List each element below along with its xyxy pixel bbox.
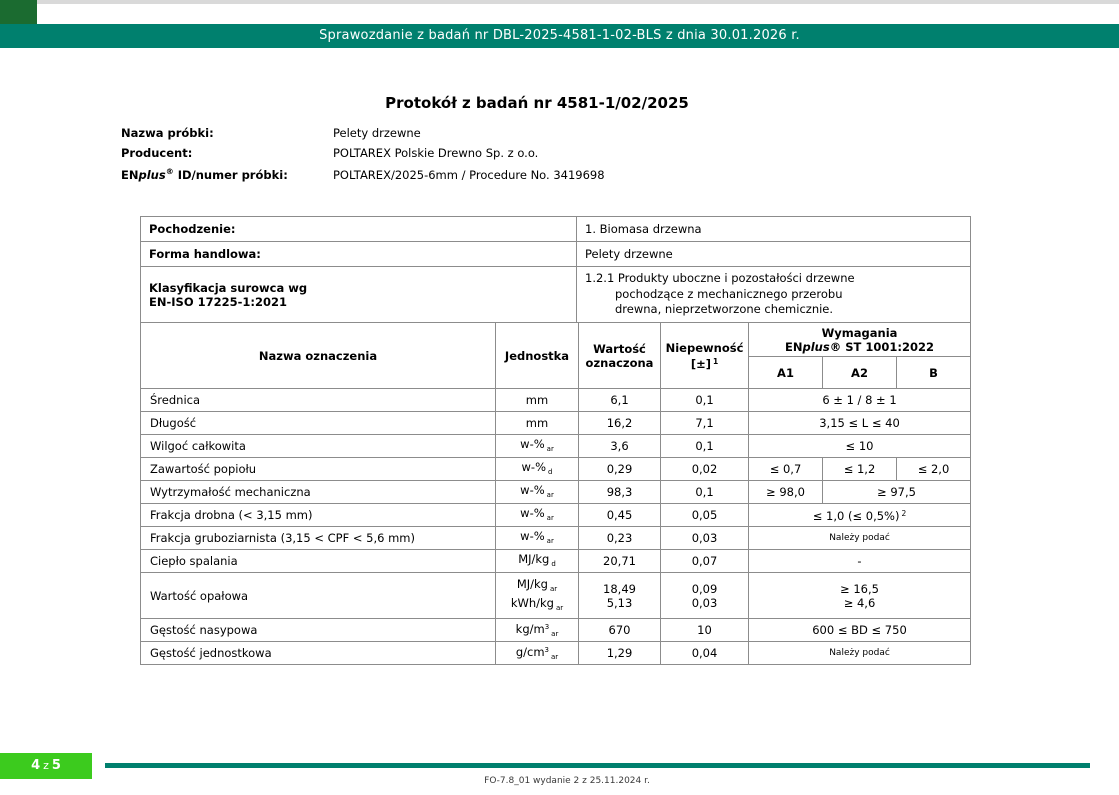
measurement-row [141,550,971,573]
unit-cell: w-% $_d$ [496,458,579,481]
requirement-cell: ≤ 1,0 (≤ 0,5%) $^2$ [749,504,971,527]
uncertainty-cell: 7,1 [661,412,749,435]
unit-cell: MJ/kg $_{ar}$ kWh/kg $_{ar}$ [496,573,579,619]
classification-value: 1.2.1 Produkty uboczne i pozostałości drzewne pochodzące z mechanicznego przerobu drewna, nieprzetworzone chemicznie. [577,267,971,323]
measured-value-cell: 6,1 [579,389,661,412]
protocol-title: Protokół z badań nr 4581-1/02/2025 [385,94,689,112]
top-gray-strip [0,0,1119,4]
field-enplus-id-value: POLTAREX/2025-6mm / Procedure No. 3419698 [333,168,605,182]
header-parameter: Nazwa oznaczenia [141,323,496,389]
registered-mark-icon: ® [165,167,174,176]
header-class-a1: A1 [749,357,823,389]
measured-value-cell: 0,45 [579,504,661,527]
origin-info-table [140,216,971,323]
field-sample-name-label: Nazwa próbki: [121,126,214,140]
requirement-cell: 3,15 ≤ L ≤ 40 [749,412,971,435]
measurement-row [141,435,971,458]
table-row [141,217,971,242]
field-producer [121,146,605,166]
header-class-b: B [897,357,971,389]
requirement-cell: ≤ 10 [749,435,971,458]
parameter-name-cell: Gęstość jednostkowa [141,642,496,665]
parameter-name-cell: Wytrzymałość mechaniczna [141,481,496,504]
table-header-row [141,323,971,357]
parameter-name-cell: Wartość opałowa [141,573,496,619]
page-number-badge: 4 z 5 [0,753,92,779]
field-producer-label: Producent: [121,145,193,160]
uncertainty-cell: 0,07 [661,550,749,573]
uncertainty-cell: 0,03 [661,527,749,550]
report-banner [0,24,1119,48]
parameter-name-cell: Wilgoć całkowita [141,435,496,458]
measured-value-cell: 98,3 [579,481,661,504]
sample-fields [121,126,605,185]
field-sample-name-value: Pelety drzewne [333,126,421,140]
measured-value-cell: 16,2 [579,412,661,435]
header-measured-value: Wartość oznaczona [579,323,661,389]
unit-cell: w-% $_{ar}$ [496,527,579,550]
requirement-cell: - [749,550,971,573]
requirement-cell: ≥ 16,5 ≥ 4,6 [749,573,971,619]
header-requirements: Wymagania ENplus® ST 1001:2022 [749,323,971,357]
parameter-name-cell: Frakcja drobna (< 3,15 mm) [141,504,496,527]
uncertainty-cell: 10 [661,619,749,642]
parameter-name-cell: Zawartość popiołu [141,458,496,481]
parameter-name-cell: Długość [141,412,496,435]
parameter-name-cell: Frakcja gruboziarnista (3,15 < CPF < 5,6 mm) [141,527,496,550]
uncertainty-cell: 0,1 [661,435,749,458]
measured-value-cell: 3,6 [579,435,661,458]
header-uncertainty: Niepewność [±] $^1$ [661,323,749,389]
header-class-a2: A2 [823,357,897,389]
requirement-cell-a2-b: ≥ 97,5 [823,481,971,504]
field-sample-name [121,126,605,146]
uncertainty-cell: 0,05 [661,504,749,527]
requirement-cell-b: ≤ 2,0 [897,458,971,481]
measurement-row [141,573,971,619]
unit-cell: mm [496,412,579,435]
parameter-name-cell: Ciepło spalania [141,550,496,573]
field-producer-value: POLTAREX Polskie Drewno Sp. z o.o. [333,145,539,160]
measurement-row [141,642,971,665]
corner-green-mark [0,0,37,25]
uncertainty-cell: 0,02 [661,458,749,481]
measured-value-cell: 20,71 [579,550,661,573]
footer-doc-code: FO-7.8_01 wydanie 2 z 25.11.2024 r. [484,776,650,786]
requirement-cell: 600 ≤ BD ≤ 750 [749,619,971,642]
requirement-cell: 6 ± 1 / 8 ± 1 [749,389,971,412]
requirement-cell: Należy podać [749,527,971,550]
field-enplus-id-label: ENplus® ID/numer próbki: [121,167,288,182]
measured-value-cell: 18,49 5,13 [579,573,661,619]
measured-value-cell: 670 [579,619,661,642]
measured-value-cell: 1,29 [579,642,661,665]
measurement-row [141,619,971,642]
trade-form-label: Forma handlowa: [141,242,577,267]
measurement-row [141,389,971,412]
requirement-cell-a1: ≤ 0,7 [749,458,823,481]
classification-label: Klasyfikacja surowca wg EN-ISO 17225-1:2021 [141,267,577,323]
uncertainty-cell: 0,04 [661,642,749,665]
measurement-row [141,481,971,504]
measurement-row [141,504,971,527]
footer-divider-line [105,763,1090,768]
unit-cell: mm [496,389,579,412]
unit-cell: w-% $_{ar}$ [496,504,579,527]
measured-value-cell: 0,23 [579,527,661,550]
parameter-name-cell: Średnica [141,389,496,412]
unit-cell: w-% $_{ar}$ [496,435,579,458]
measurement-row [141,458,971,481]
report-banner-text: Sprawozdanie z badań nr DBL-2025-4581-1-02-BLS z dnia 30.01.2026 r. [319,28,800,43]
uncertainty-cell: 0,09 0,03 [661,573,749,619]
unit-cell: w-% $_{ar}$ [496,481,579,504]
trade-form-value: Pelety drzewne [577,242,971,267]
unit-cell: $g/cm^3_{ar}$ [496,642,579,665]
requirement-cell-a2: ≤ 1,2 [823,458,897,481]
origin-value: 1. Biomasa drzewna [577,217,971,242]
parameter-name-cell: Gęstość nasypowa [141,619,496,642]
origin-label: Pochodzenie: [141,217,577,242]
uncertainty-cell: 0,1 [661,389,749,412]
table-row [141,242,971,267]
measurement-row [141,527,971,550]
measurement-table [140,322,971,665]
measurement-row [141,412,971,435]
field-enplus-id [121,165,605,185]
table-row [141,267,971,323]
requirement-cell-a1: ≥ 98,0 [749,481,823,504]
unit-cell: $kg/m^3_{ar}$ [496,619,579,642]
uncertainty-cell: 0,1 [661,481,749,504]
header-unit: Jednostka [496,323,579,389]
requirement-cell: Należy podać [749,642,971,665]
unit-cell: MJ/kg $_d$ [496,550,579,573]
measured-value-cell: 0,29 [579,458,661,481]
